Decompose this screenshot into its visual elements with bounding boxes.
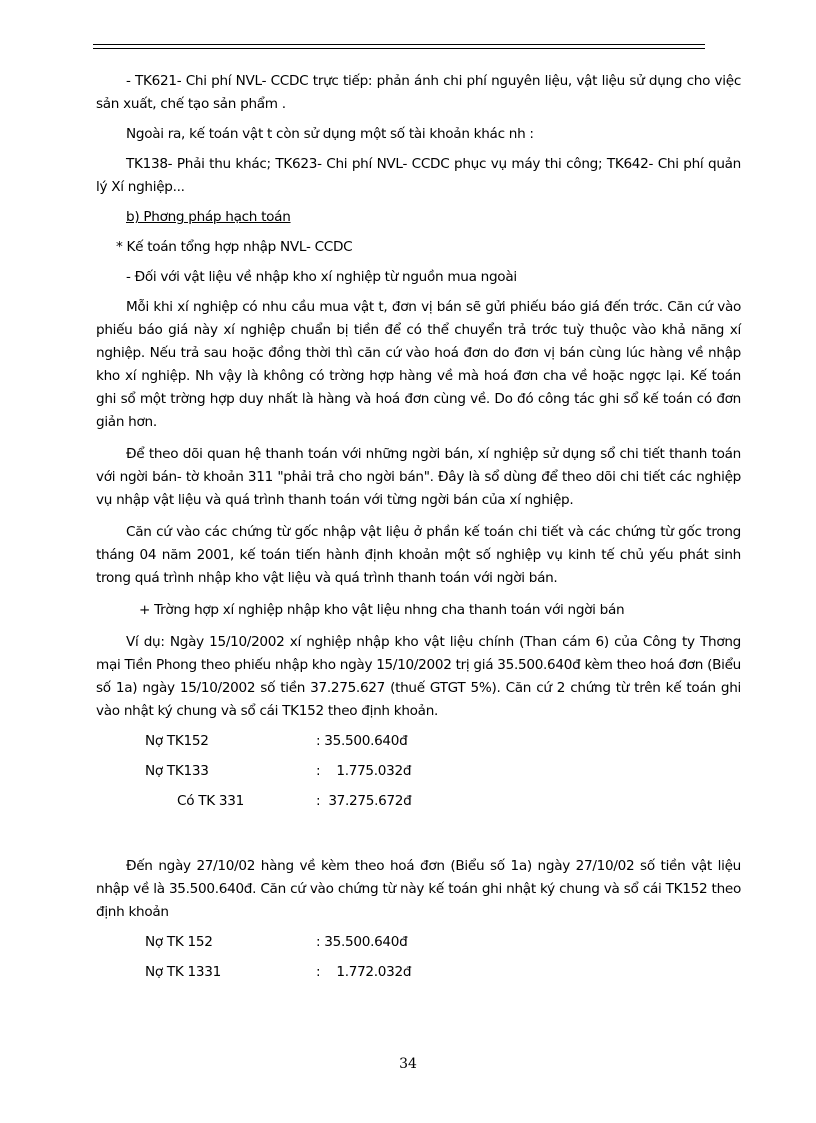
journal-entry-row bbox=[96, 730, 741, 753]
header-rule bbox=[93, 44, 705, 49]
entry-account: Nợ TK 1331 bbox=[145, 964, 221, 980]
entry-account: Nợ TK152 bbox=[145, 733, 209, 749]
entry-amount: : 1.775.032đ bbox=[316, 763, 412, 779]
entry-account: Nợ TK133 bbox=[145, 763, 209, 779]
entry-amount: : 35.500.640đ bbox=[316, 733, 408, 749]
paragraph-account-list: TK138- Phải thu khác; TK623- Chi phí NVL- CCDC phục vụ máy thi công; TK642- Chi phí quản lý Xí nghiệp... bbox=[96, 156, 741, 195]
page-body bbox=[96, 70, 741, 984]
paragraph-payment-tracking: Để theo dõi quan hệ thanh toán với những ngời bán, xí nghiệp sử dụng sổ chi tiết thanh toán với ngời bán- tờ khoản 311 "phải trả cho ngời bán". Đây là sổ dùng để theo dõi chi tiết các nghiệp vụ nhập vật liệu và quá trình thanh toán với từng ngời bán của xí nghiệp. bbox=[96, 446, 741, 508]
section-heading-text: b) Phơng pháp hạch toán bbox=[126, 209, 291, 225]
journal-entry-row bbox=[96, 931, 741, 954]
entry-amount: : 1.772.032đ bbox=[316, 964, 412, 980]
entry-account: Có TK 331 bbox=[177, 793, 244, 809]
paragraph-other-accounts: Ngoài ra, kế toán vật t còn sử dụng một số tài khoản khác nh : bbox=[126, 126, 534, 142]
entry-account: Nợ TK 152 bbox=[145, 934, 213, 950]
paragraph-tk621: - TK621- Chi phí NVL- CCDC trực tiếp: phản ánh chi phí nguyên liệu, vật liệu sử dụng cho việc sản xuất, chế tạo sản phẩm . bbox=[96, 73, 741, 112]
paragraph-documents: Căn cứ vào các chứng từ gốc nhập vật liệu ở phần kế toán chi tiết và các chứng từ gốc trong tháng 04 năm 2001, kế toán tiến hành định khoản một số nghiệp vụ kinh tế chủ yếu phát sinh trong quá trình nhập kho vật liệu và quá trình thanh toán với ngời bán. bbox=[96, 524, 741, 586]
journal-entry-row bbox=[96, 961, 741, 984]
journal-entry-row bbox=[96, 790, 741, 813]
entry-amount: : 35.500.640đ bbox=[316, 934, 408, 950]
paragraph-example: Ví dụ: Ngày 15/10/2002 xí nghiệp nhập kho vật liệu chính (Than cám 6) của Công ty Thơng mại Tiền Phong theo phiếu nhập kho ngày 15/10/2002 trị giá 35.500.640đ kèm theo hoá đơn (Biểu số 1a) ngày 15/10/2002 số tiền 37.275.627 (thuế GTGT 5%). Căn cứ 2 chứng từ trên kế toán ghi vào nhật ký chung và sổ cái TK152 theo định khoản. bbox=[96, 634, 741, 719]
page-number: 34 bbox=[399, 1056, 417, 1072]
paragraph-quotation: Mỗi khi xí nghiệp có nhu cầu mua vật t, đơn vị bán sẽ gửi phiếu báo giá đến trớc. Căn cứ vào phiếu báo giá này xí nghiệp chuẩn bị tiền để có thể chuyển trả trớc tuỳ thuộc vào khả năng xí nghiệp. Nếu trả sau hoặc đồng thời thì căn cứ vào hoá đơn do đơn vị bán cùng lúc hàng về nhập kho xí nghiệp. Nh vậy là không có trờng hợp hàng về mà hoá đơn cha về hoặc ngợc lại. Kế toán ghi sổ một trờng hợp duy nhất là hàng và hoá đơn cùng về. Do đó công tác ghi sổ kế toán có đơn giản hơn. bbox=[96, 299, 741, 430]
journal-entry-row bbox=[96, 760, 741, 783]
paragraph-unpaid-case: + Trờng hợp xí nghiệp nhập kho vật liệu nhng cha thanh toán với ngời bán bbox=[139, 602, 625, 618]
section-heading bbox=[96, 206, 741, 229]
paragraph-summary-title: * Kế toán tổng hợp nhập NVL- CCDC bbox=[116, 239, 353, 255]
paragraph-goods-arrival: Đến ngày 27/10/02 hàng về kèm theo hoá đơn (Biểu số 1a) ngày 27/10/02 số tiền vật liệu nhập về là 35.500.640đ. Căn cứ vào chứng từ này kế toán ghi nhật ký chung và sổ cái TK152 theo định khoản bbox=[96, 858, 741, 920]
entry-amount: : 37.275.672đ bbox=[316, 793, 412, 809]
paragraph-purchase-source: - Đối với vật liệu về nhập kho xí nghiệp từ nguồn mua ngoài bbox=[126, 269, 517, 285]
